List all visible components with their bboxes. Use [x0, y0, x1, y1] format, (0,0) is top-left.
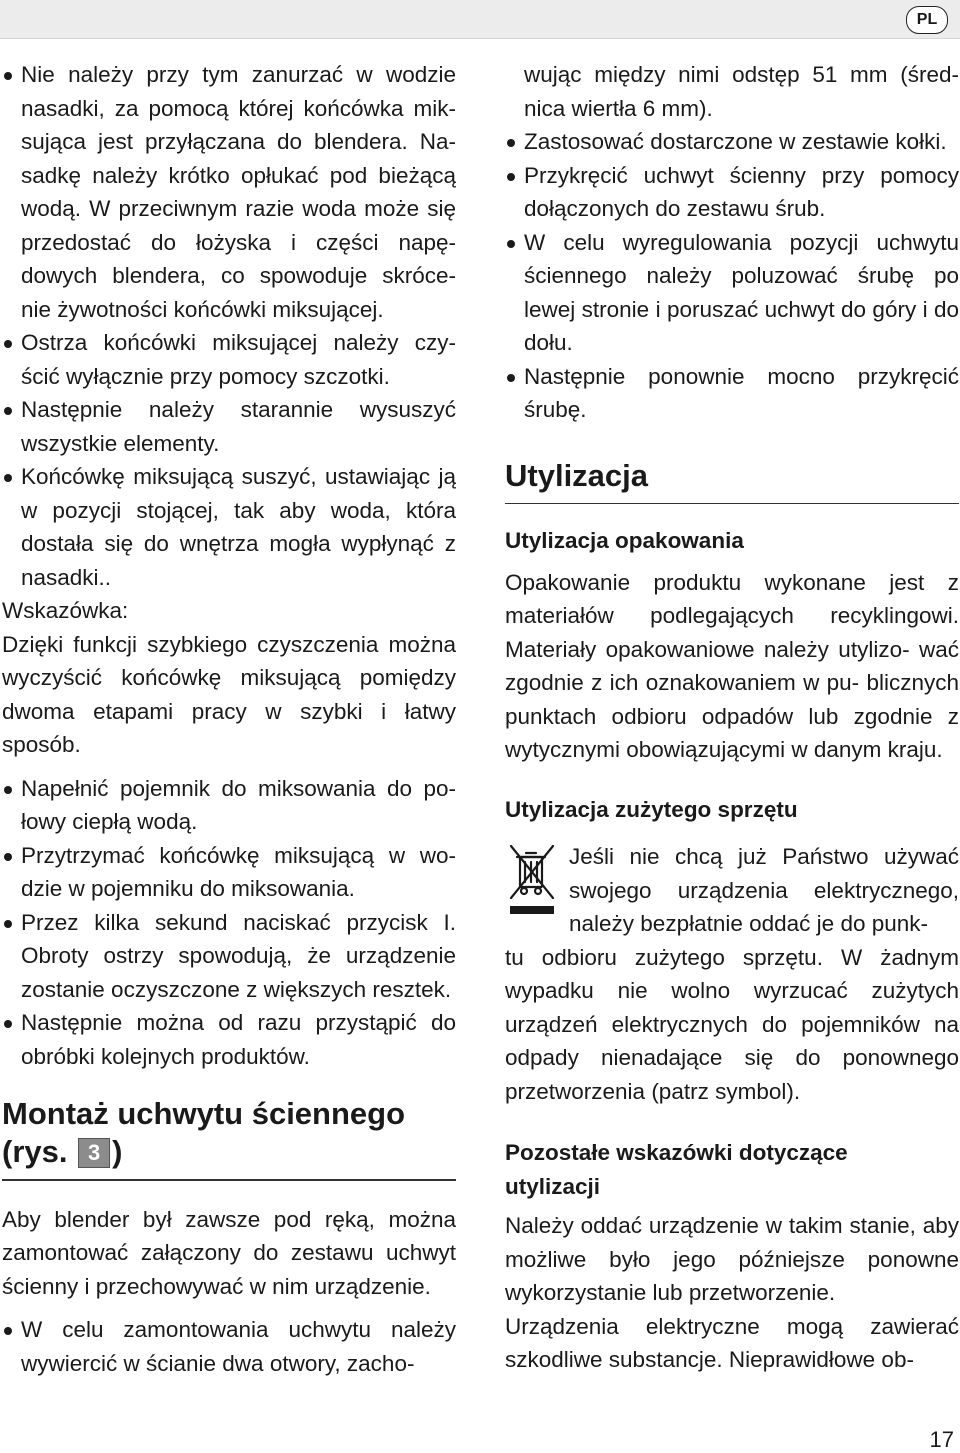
page-number: 17: [929, 1427, 954, 1452]
list-item: Przytrzymać końcówkę miksującą w wo- dzie w pojemniku do miksowania.: [2, 839, 456, 906]
quick-clean-list: [2, 772, 456, 1074]
mount-section-title: Montaż uchwytu ściennego (rys. 3 ): [2, 1096, 406, 1169]
language-badge: PL: [906, 6, 948, 34]
list-item: W celu zamontowania uchwytu należy wywiercić w ścianie dwa otwory, zacho-: [2, 1313, 456, 1380]
mount-list: [2, 1313, 456, 1380]
equipment-title: Utylizacja zużytego sprzętu: [505, 796, 798, 822]
right-column: [505, 58, 959, 1377]
equipment-text: tu odbioru zużytego sprzętu. W żadnym wypadku nie wolno wyrzucać zużytych urządzeń elektrycznych do pojemników na odpady nienadające się do ponownego przetworzenia (patrz symbol).: [505, 944, 959, 1104]
mount-intro: Aby blender był zawsze pod ręką, można zamontować załączony do zestawu uchwyt ścienny i przechowywać w nim urządzenie.: [2, 1206, 456, 1299]
other-disposal-title: Pozostałe wskazówki dotyczące utylizacji: [505, 1140, 848, 1199]
list-item: Następnie ponownie mocno przykręcić śrubę.: [505, 360, 959, 427]
list-item: Następnie należy starannie wysuszyć wszystkie elementy.: [2, 393, 456, 460]
other-disposal-text: Należy oddać urządzenie w takim stanie, aby możliwe było jego późniejsze ponowne wykorzystanie lub przetworzenie. Urządzenia elektryczne mogą zawierać szkodliwe substancje. Nieprawidłowe ob-: [505, 1213, 959, 1372]
crossed-bin-icon: [507, 842, 557, 916]
list-item: Końcówkę miksującą suszyć, ustawiając ją w pozycji stojącej, tak aby woda, która dostała się do wnętrza mogła wypłynąć z nasadki..: [2, 460, 456, 594]
tip-text: Dzięki funkcji szybkiego czyszczenia można wyczyścić końcówkę miksującą pomiędzy dwoma etapami pracy w szybki i łatwy sposób.: [2, 631, 456, 757]
list-item: Ostrza końcówki miksującej należy czy- ścić wyłącznie przy pomocy szczotki.: [2, 326, 456, 393]
list-item: Przez kilka sekund naciskać przycisk I. Obroty ostrzy spowodują, że urządzenie zostanie oczyszczone z większych resztek.: [2, 906, 456, 1007]
packaging-text: Opakowanie produktu wykonane jest z materiałów podlegających recyklingowi. Materiały opakowaniowe należy utylizo- wać zgodnie z ich oznakowaniem w pu- blicznych punktach odbioru odpadów lub zgodnie z wytycznymi obowiązującymi w danym kraju.: [505, 569, 959, 762]
list-item: Zastosować dostarczone w zestawie kołki.: [505, 125, 959, 159]
list-item: Napełnić pojemnik do miksowania do po- łowy ciepłą wodą.: [2, 772, 456, 839]
tip-label: Wskazówka:: [2, 598, 129, 623]
weee-block: [505, 840, 959, 941]
list-item-continued: wując między nimi odstęp 51 mm (śred- nica wiertła 6 mm).: [524, 62, 959, 121]
list-item: Przykręcić uchwyt ścienny przy pomocy dołączonych do zestawu śrub.: [505, 159, 959, 226]
header-bar: [0, 0, 960, 39]
list-item: Nie należy przy tym zanurzać w wodzie nasadki, za pomocą której końcówka mik- sująca jest przyłączana do blendera. Na- sadkę należy krótko opłukać pod bieżącą wodą. W przeciwnym razie woda może się przedostać do łożyska i części napę- dowych blendera, co spowoduje skróce- nie żywotności końcówki miksującej.: [2, 58, 456, 326]
equipment-text-indented: Jeśli nie chcą już Państwo używać swojego urządzenia elektrycznego, należy bezpłatnie oddać je do punk-: [569, 844, 959, 936]
list-item: W celu wyregulowania pozycji uchwytu ściennego należy poluzować śrubę po lewej stronie i poruszać uchwyt do góry i do dołu.: [505, 226, 959, 360]
disposal-title: Utylizacja: [505, 457, 649, 493]
list-item: Następnie można od razu przystąpić do obróbki kolejnych produktów.: [2, 1006, 456, 1073]
cleaning-list: [2, 58, 456, 594]
packaging-title: Utylizacja opakowania: [505, 528, 744, 553]
mount-list-continued: [505, 58, 959, 427]
figure-reference: 3: [78, 1138, 110, 1168]
left-column: [2, 58, 456, 1380]
